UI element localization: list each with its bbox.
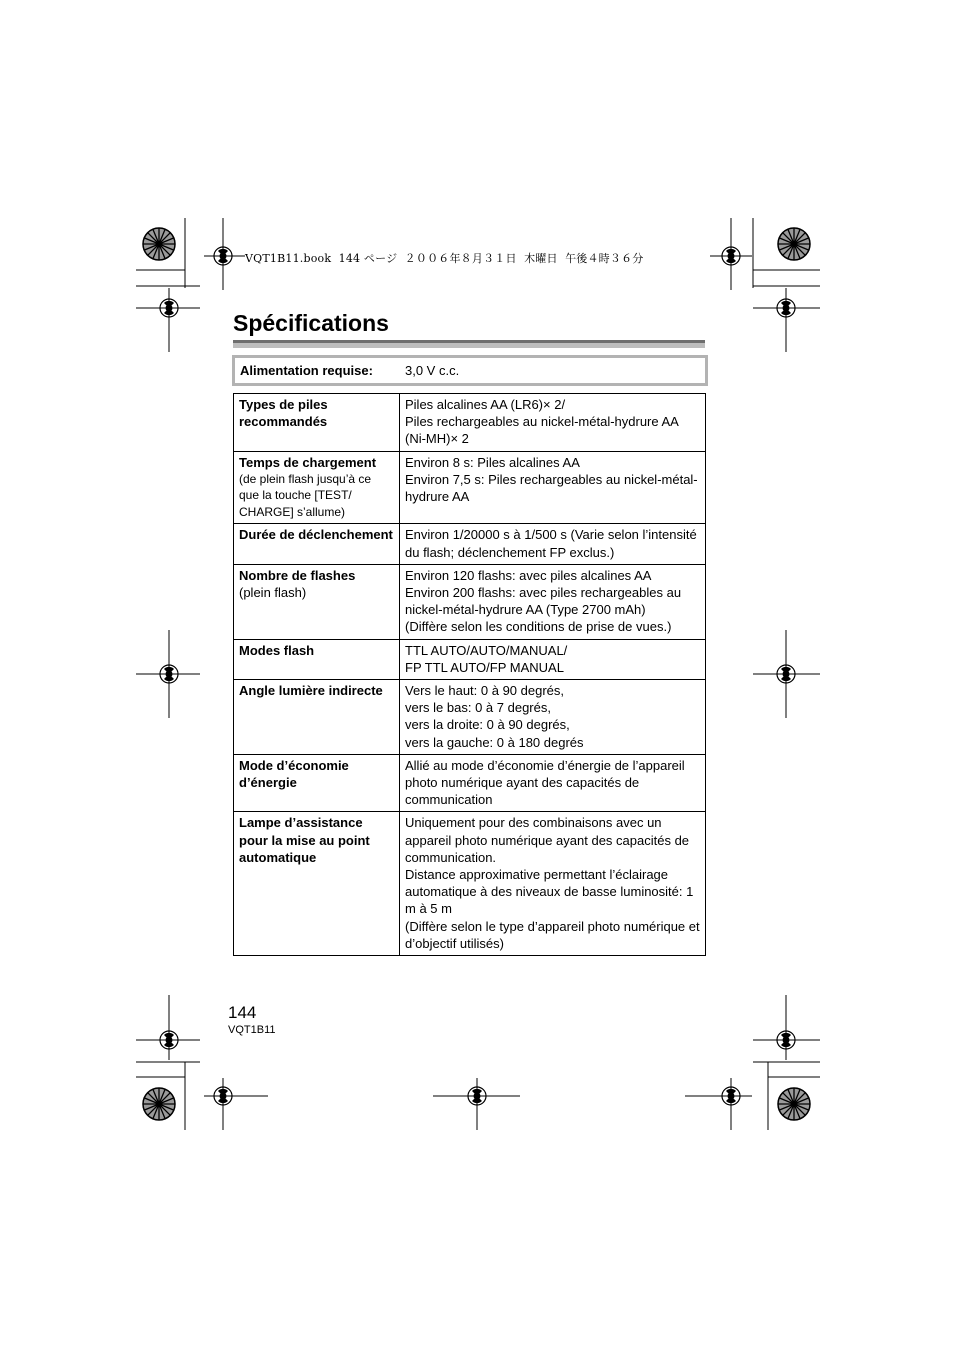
spec-value: vers la gauche: 0 à 180 degrés xyxy=(405,734,584,750)
table-row xyxy=(234,639,706,679)
spec-value: Environ 120 flashs: avec piles alcalines AA xyxy=(405,567,652,583)
document-code: VQT1B11 xyxy=(228,1024,276,1036)
spec-value: (Diffère selon le type d’appareil photo numérique et d’objectif utilisés) xyxy=(405,918,700,951)
spec-value: vers la droite: 0 à 90 degrés, xyxy=(405,717,570,733)
spec-label-cell xyxy=(234,564,400,639)
table-row xyxy=(234,564,706,639)
spec-value: Allié au mode d’économie d’énergie de l’appareil photo numérique ayant des capacités de communication xyxy=(405,757,685,808)
spec-value-cell xyxy=(400,639,706,679)
spec-value: (Diffère selon les conditions de prise de vues.) xyxy=(405,619,672,635)
spec-value-cell xyxy=(400,754,706,812)
spec-label: Temps de chargement xyxy=(239,454,377,470)
spec-label: Angle lumière indirecte xyxy=(239,682,383,698)
table-row xyxy=(234,679,706,754)
spec-value: vers le bas: 0 à 7 degrés, xyxy=(405,700,551,716)
spec-label: Durée de déclenchement xyxy=(239,527,393,543)
spec-label: Lampe d’assistance pour la mise au point automatique xyxy=(239,815,370,865)
spec-value-cell xyxy=(400,679,706,754)
spec-value: Piles alcalines AA (LR6)× 2/ xyxy=(405,397,566,412)
spec-value: Environ 7,5 s: Piles rechargeables au nickel-métal-hydrure AA xyxy=(405,471,698,505)
table-row xyxy=(234,451,706,524)
power-value: 3,0 V c.c. xyxy=(405,363,460,378)
spec-value: Environ 1/20000 s à 1/500 s (Varie selon l’intensité du flash; déclenchement FP exclus.) xyxy=(405,527,697,560)
spec-value-cell xyxy=(400,564,706,639)
spec-label: Types de piles recommandés xyxy=(239,397,328,430)
spec-value: Environ 8 s: Piles alcalines AA xyxy=(405,454,580,470)
spec-value-cell xyxy=(400,394,706,452)
spec-value: FP TTL AUTO/FP MANUAL xyxy=(405,659,564,675)
spec-value-cell xyxy=(400,812,706,956)
spec-label: Modes flash xyxy=(239,642,315,658)
spec-value: Piles rechargeables au nickel-métal-hydrure AA (Ni-MH)× 2 xyxy=(405,414,679,447)
spec-value: Distance approximative permettant l’éclairage automatique à des niveaux de basse luminosité: 1 m à 5 m xyxy=(405,866,694,917)
spec-label-cell xyxy=(234,451,400,524)
power-requirement-box xyxy=(232,355,708,386)
spec-value: Uniquement pour des combinaisons avec un appareil photo numérique ayant des capacités de communication. xyxy=(405,815,690,865)
spec-label-cell xyxy=(234,394,400,452)
spec-value: Vers le haut: 0 à 90 degrés, xyxy=(405,682,564,698)
spec-value: TTL AUTO/AUTO/MANUAL/ xyxy=(405,642,568,658)
table-row xyxy=(234,524,706,564)
page-number: 144 xyxy=(228,1003,257,1022)
spec-value: Environ 200 flashs: avec piles rechargeables au nickel-métal-hydrure AA (Type 2700 mAh) xyxy=(405,584,682,618)
spec-label-cell xyxy=(234,754,400,812)
power-label: Alimentation requise: xyxy=(240,363,373,378)
spec-label-cell xyxy=(234,524,400,564)
spec-label-cell xyxy=(234,812,400,956)
spec-label-cell xyxy=(234,679,400,754)
title-underline xyxy=(233,340,705,348)
spec-value-cell xyxy=(400,451,706,524)
table-row xyxy=(234,812,706,956)
spec-label-note: (plein flash) xyxy=(239,584,307,600)
table-row xyxy=(234,754,706,812)
print-header: VQT1B11.book 144 ページ ２００６年８月３１日 木曜日 午後４時３６分 xyxy=(245,252,644,265)
spec-label: Nombre de flashes xyxy=(239,567,356,583)
spec-label-cell xyxy=(234,639,400,679)
spec-value-cell xyxy=(400,524,706,564)
spec-label-note: (de plein flash jusqu’à ce que la touche [TEST/ CHARGE] s’allume) xyxy=(239,471,372,519)
specifications-table xyxy=(233,393,706,956)
spec-label: Mode d’économie d’énergie xyxy=(239,757,349,790)
table-row xyxy=(234,394,706,452)
page-title: Spécifications xyxy=(233,310,389,336)
